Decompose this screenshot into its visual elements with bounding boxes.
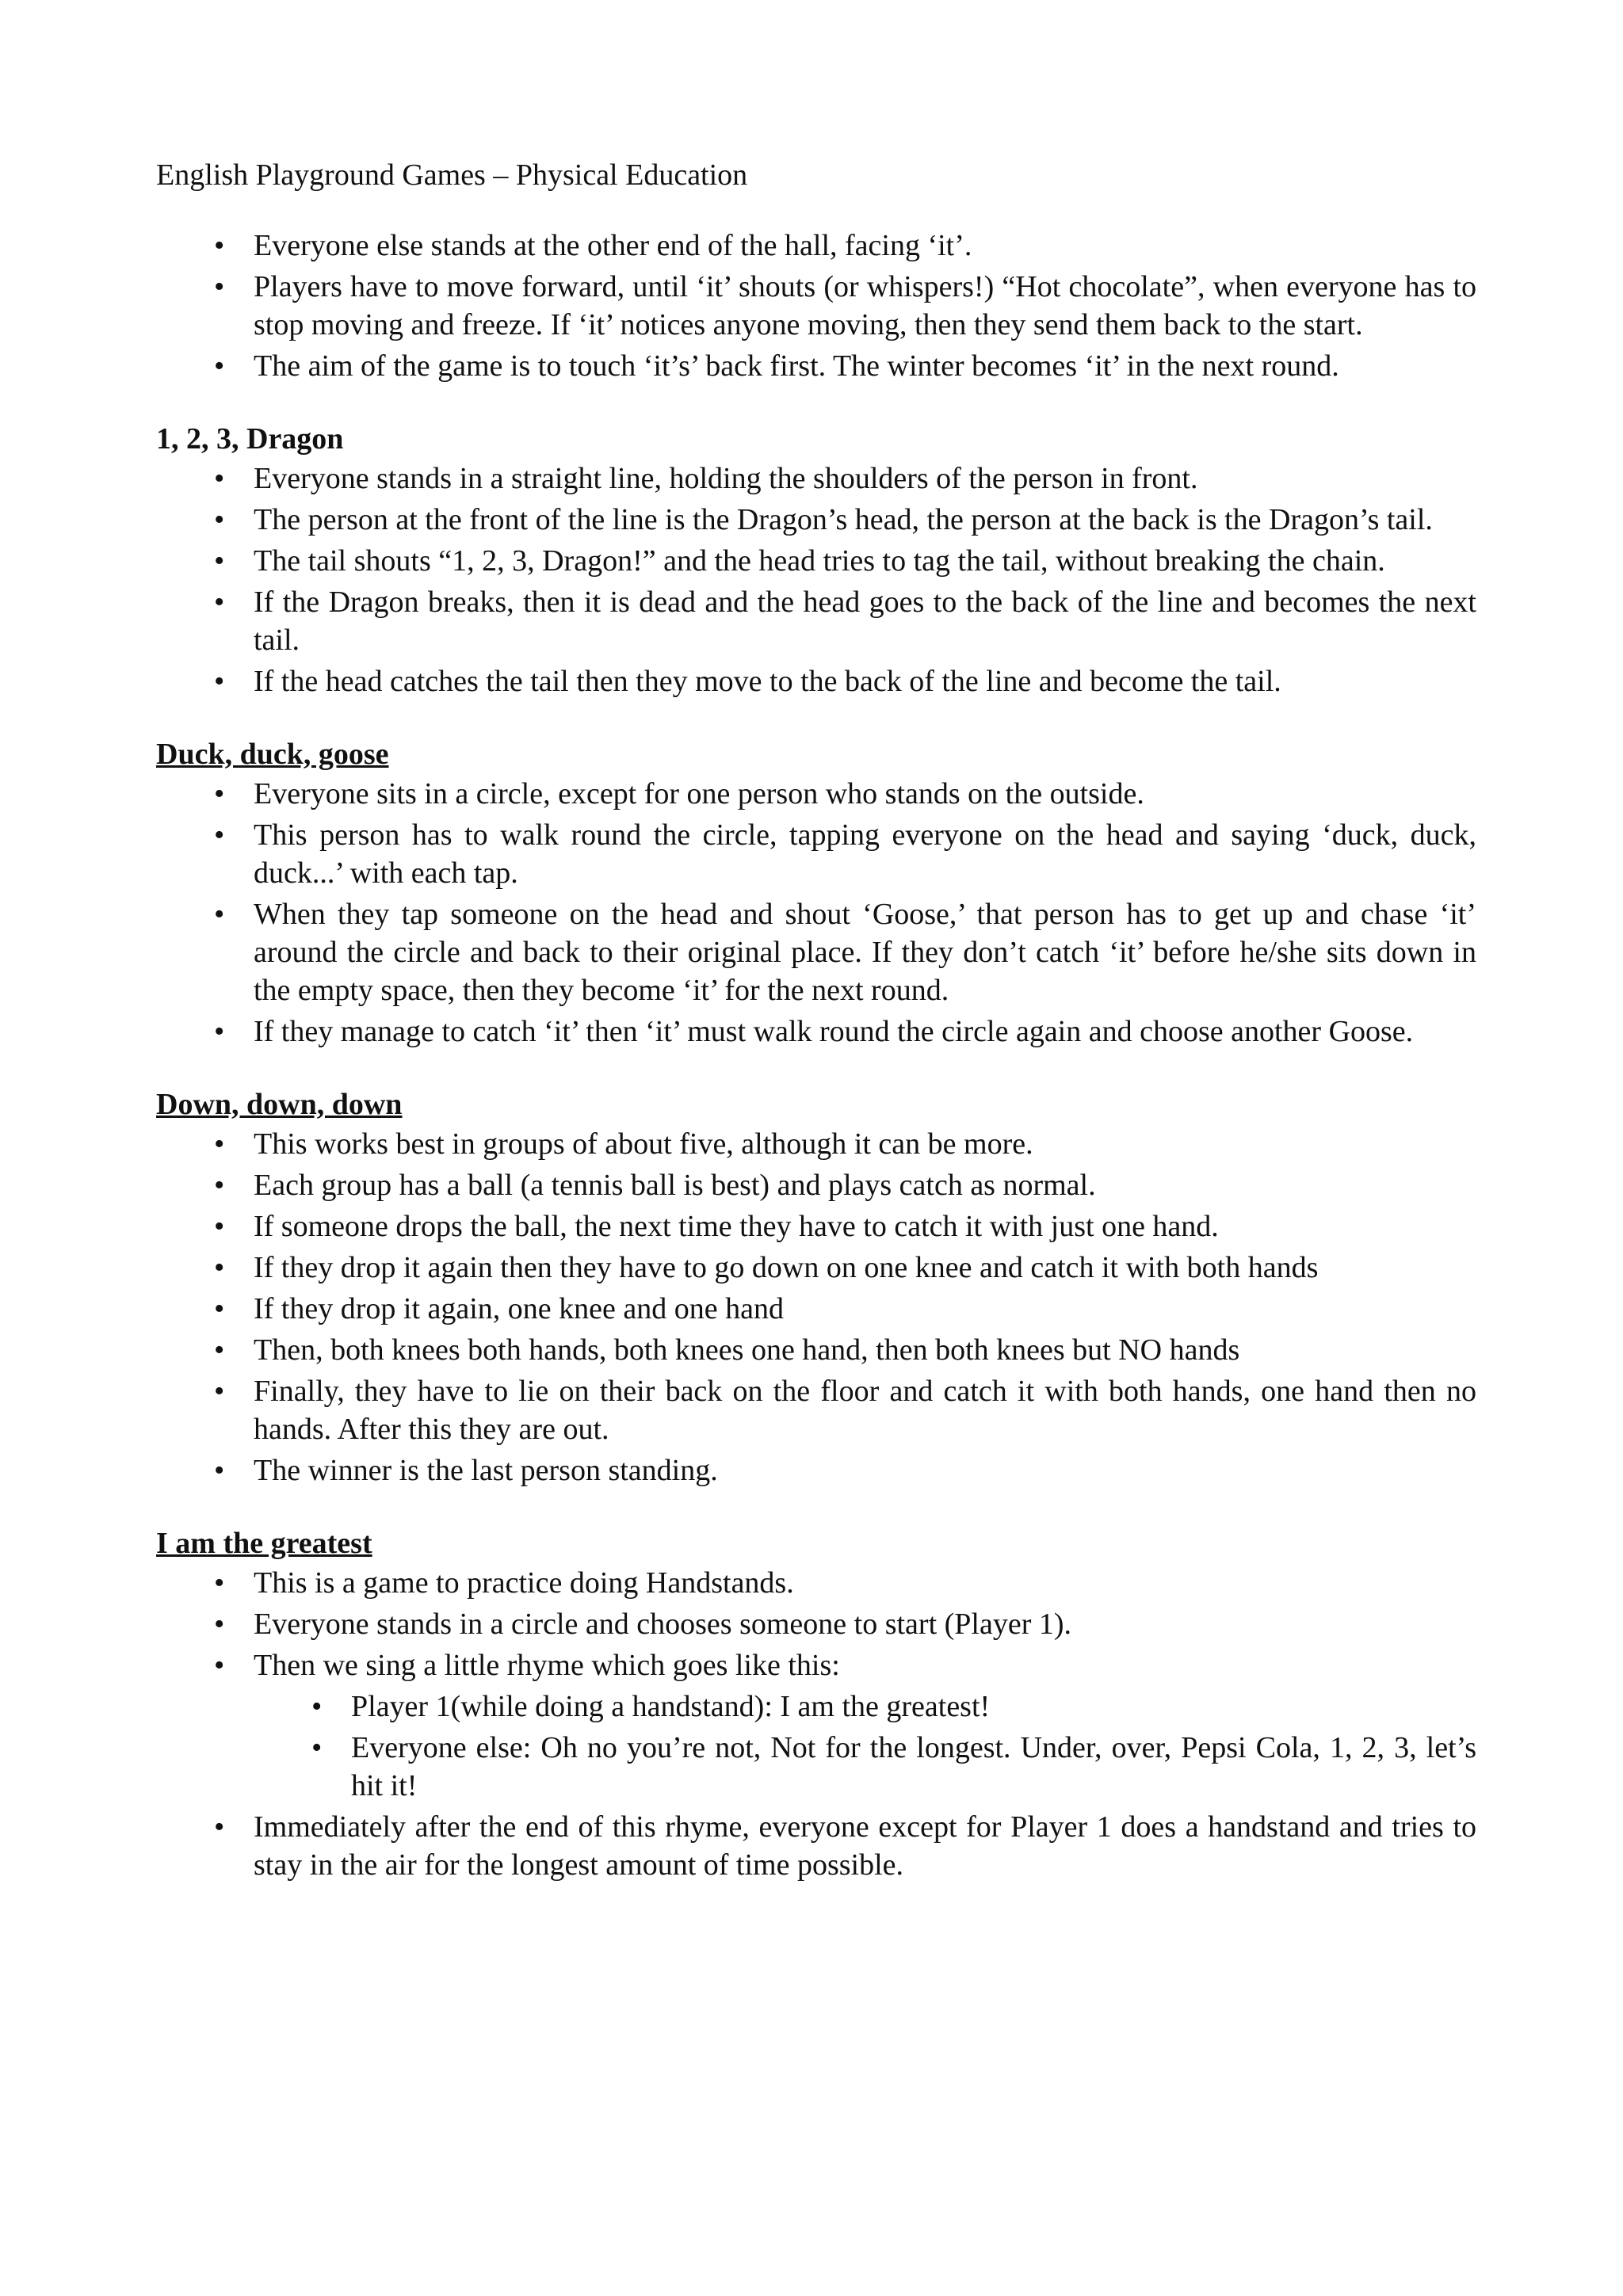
section-heading: 1, 2, 3, Dragon — [156, 422, 344, 456]
section-heading: I am the greatest — [156, 1527, 372, 1560]
list-item: • This works best in groups of about five, although it can be more. — [254, 1125, 1476, 1163]
list-item: • Everyone stands in a straight line, holding the shoulders of the person in front. — [254, 460, 1476, 498]
list-item: • Each group has a ball (a tennis ball is best) and plays catch as normal. — [254, 1166, 1476, 1204]
list-item-text: Then we sing a little rhyme which goes like this: — [254, 1649, 840, 1682]
list-item: • Players have to move forward, until ‘it’ shouts (or whispers!) “Hot chocolate”, when everyone has to stop moving and freeze. If ‘it’ notices anyone moving, then they send them back to the start. — [254, 268, 1476, 344]
list-item: • Everyone sits in a circle, except for one person who stands on the outside. — [254, 775, 1476, 813]
list-item: • Everyone else stands at the other end of the hall, facing ‘it’. — [254, 227, 1476, 265]
section-list — [156, 460, 1476, 700]
list-item: • If someone drops the ball, the next time they have to catch it with just one hand. — [254, 1207, 1476, 1245]
section-down-down-down — [156, 1085, 1476, 1489]
section-heading: Down, down, down — [156, 1088, 403, 1121]
section-i-am-the-greatest — [156, 1524, 1476, 1884]
list-item: • If the Dragon breaks, then it is dead and the head goes to the back of the line and becomes the next tail. — [254, 583, 1476, 659]
section-list — [156, 775, 1476, 1051]
rhyme-line: • Player 1(while doing a handstand): I am the greatest! — [351, 1688, 1476, 1726]
list-item: • If they manage to catch ‘it’ then ‘it’ must walk round the circle again and choose another Goose. — [254, 1013, 1476, 1051]
list-item: • When they tap someone on the head and shout ‘Goose,’ that person has to get up and chase ‘it’ around the circle and back to their original place. If they don’t catch ‘it’ before he/she sits down in the empty space, then they become ‘it’ for the next round. — [254, 895, 1476, 1009]
list-item: • If the head catches the tail then they move to the back of the line and become the tail. — [254, 662, 1476, 700]
rhyme-line: • Everyone else: Oh no you’re not, Not for the longest. Under, over, Pepsi Cola, 1, 2, 3, let’s hit it! — [351, 1729, 1476, 1805]
list-item — [254, 1646, 1476, 1805]
document-title: English Playground Games – Physical Education — [156, 158, 748, 192]
section-heading: Duck, duck, goose — [156, 738, 389, 771]
list-item: • If they drop it again then they have to go down on one knee and catch it with both hands — [254, 1249, 1476, 1287]
section-duck-duck-goose — [156, 735, 1476, 1051]
list-item: • The winner is the last person standing. — [254, 1451, 1476, 1489]
section-list — [156, 1564, 1476, 1884]
list-item: • Then, both knees both hands, both knees one hand, then both knees but NO hands — [254, 1331, 1476, 1369]
list-item: • This person has to walk round the circle, tapping everyone on the head and saying ‘duck, duck, duck...’ with each tap. — [254, 816, 1476, 892]
section-dragon — [156, 420, 1476, 700]
list-item: • The aim of the game is to touch ‘it’s’ back first. The winter becomes ‘it’ in the next round. — [254, 347, 1476, 385]
section-list — [156, 1125, 1476, 1489]
list-item: • The person at the front of the line is the Dragon’s head, the person at the back is the Dragon’s tail. — [254, 501, 1476, 539]
rhyme-list — [254, 1688, 1476, 1805]
list-item: • This is a game to practice doing Handstands. — [254, 1564, 1476, 1602]
list-item: • Everyone stands in a circle and chooses someone to start (Player 1). — [254, 1605, 1476, 1643]
list-item: • If they drop it again, one knee and one hand — [254, 1290, 1476, 1328]
intro-list — [156, 227, 1476, 385]
document-page — [156, 155, 1476, 1887]
list-item: • Finally, they have to lie on their back on the floor and catch it with both hands, one hand then no hands. After this they are out. — [254, 1372, 1476, 1448]
list-item: • Immediately after the end of this rhyme, everyone except for Player 1 does a handstand and tries to stay in the air for the longest amount of time possible. — [254, 1808, 1476, 1884]
list-item: • The tail shouts “1, 2, 3, Dragon!” and the head tries to tag the tail, without breaking the chain. — [254, 542, 1476, 580]
